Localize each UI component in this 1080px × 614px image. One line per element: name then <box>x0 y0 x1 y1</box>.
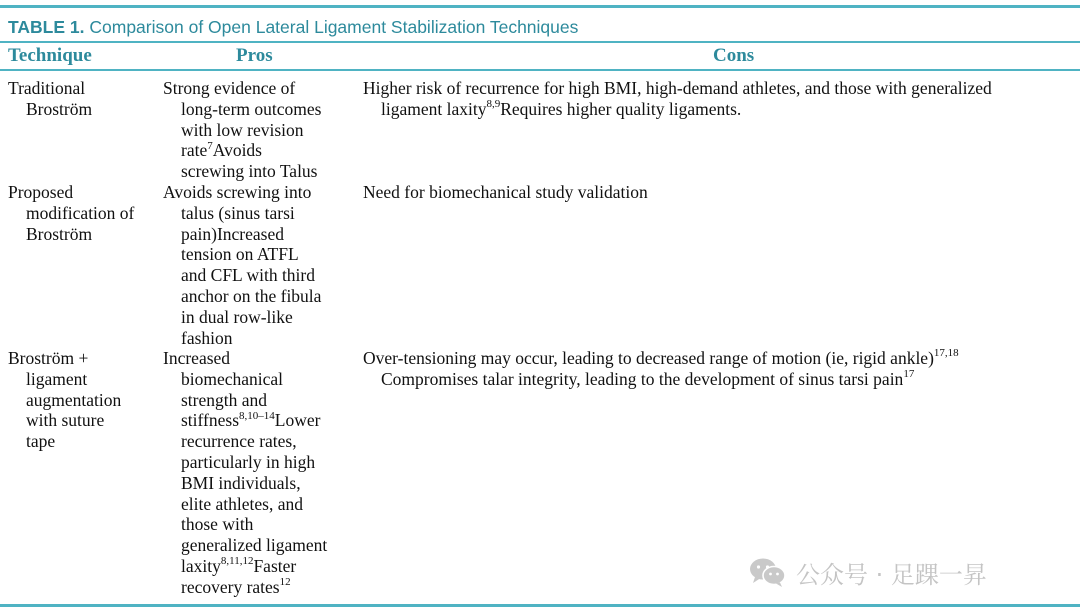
cell-line: with suture <box>26 410 105 431</box>
cell-line: BMI individuals, <box>181 472 301 493</box>
header-pros: Pros <box>236 45 273 66</box>
cell-line: recovery rates$^{12}$ <box>181 575 291 597</box>
wechat-icon <box>748 556 788 588</box>
cell-line: tension on ATFL <box>181 244 299 265</box>
cell-line: Traditional <box>8 78 86 98</box>
cell-line: Proposed <box>8 182 74 202</box>
row-2-technique <box>8 182 134 244</box>
bottom-rule <box>0 604 1080 607</box>
cell-line: in dual row-like <box>181 306 293 327</box>
cell-line: Broström + <box>8 348 89 368</box>
cell-line: Higher risk of recurrence for high BMI, high-demand athletes, and those with generalized <box>363 78 992 98</box>
cell-line: tape <box>26 431 56 452</box>
table-caption-text: Comparison of Open Lateral Ligament Stabilization Techniques <box>89 17 579 37</box>
cell-line: fashion <box>181 327 233 348</box>
cell-line: Increased <box>163 348 231 368</box>
header-rule <box>0 69 1080 71</box>
cell-line: augmentation <box>26 389 122 410</box>
cell-line: ligament laxity$^{8,9}$Requires higher quality ligaments. <box>381 97 742 119</box>
citation-superscript: 8,11,12 <box>220 555 254 568</box>
cell-line: modification of <box>26 202 135 223</box>
cell-line: ligament <box>26 368 88 389</box>
cell-line: stiffness$^{8,10-14}$Lower <box>181 409 321 431</box>
cell-line: laxity$^{8,11,12}$Faster <box>181 555 297 576</box>
row-2-pros <box>163 182 321 348</box>
citation-superscript: 17 <box>903 367 915 380</box>
cell-line: generalized ligament <box>181 535 328 556</box>
table-label: TABLE 1. <box>8 17 85 37</box>
row-1-technique <box>8 78 92 120</box>
watermark <box>748 556 987 588</box>
cell-line: particularly in high <box>181 451 316 472</box>
cell-line: Over-tensioning may occur, leading to decreased range of motion (ie, rigid ankle)$^{17,18}$ <box>363 347 959 368</box>
cell-line: elite athletes, and <box>181 493 303 514</box>
caption-rule <box>0 41 1080 43</box>
citation-superscript: 8,10–14 <box>239 409 275 422</box>
cell-line: Broström <box>26 98 93 119</box>
cell-line: screwing into Talus <box>181 161 318 182</box>
cell-line: rate$^7$Avoids <box>181 139 262 161</box>
cell-line: anchor on the fibula <box>181 285 322 306</box>
watermark-text: 公众号 · 足踝一昇 <box>796 560 987 589</box>
row-2-cons <box>363 182 648 203</box>
cell-line: those with <box>181 514 254 535</box>
cell-line: recurrence rates, <box>181 431 297 452</box>
row-3-cons <box>363 348 959 390</box>
cell-line: with low revision <box>181 119 304 140</box>
row-3-technique <box>8 348 121 452</box>
citation-superscript: 17,18 <box>933 347 959 360</box>
header-technique: Technique <box>8 45 92 66</box>
cell-line: pain)Increased <box>181 223 284 244</box>
cell-line: strength and <box>181 389 268 410</box>
top-rule <box>0 5 1080 8</box>
cell-line: Compromises talar integrity, leading to the development of sinus tarsi pain$^{17}$ <box>381 367 915 389</box>
cell-line: long-term outcomes <box>181 98 322 119</box>
citation-superscript: 8,9 <box>486 97 501 110</box>
row-3-pros <box>163 348 327 598</box>
cell-line: talus (sinus tarsi <box>181 202 295 223</box>
cell-line: biomechanical <box>181 368 284 389</box>
cell-line: and CFL with third <box>181 265 316 286</box>
citation-superscript: 7 <box>207 139 213 152</box>
cell-line: Avoids screwing into <box>163 182 312 202</box>
cell-line: Need for biomechanical study validation <box>363 182 648 202</box>
cell-line: Broström <box>26 223 93 244</box>
cell-line: Strong evidence of <box>163 78 296 98</box>
table-caption <box>8 15 578 39</box>
row-1-pros <box>163 78 321 182</box>
header-cons: Cons <box>713 45 755 66</box>
citation-superscript: 12 <box>279 575 291 588</box>
row-1-cons <box>363 78 992 120</box>
